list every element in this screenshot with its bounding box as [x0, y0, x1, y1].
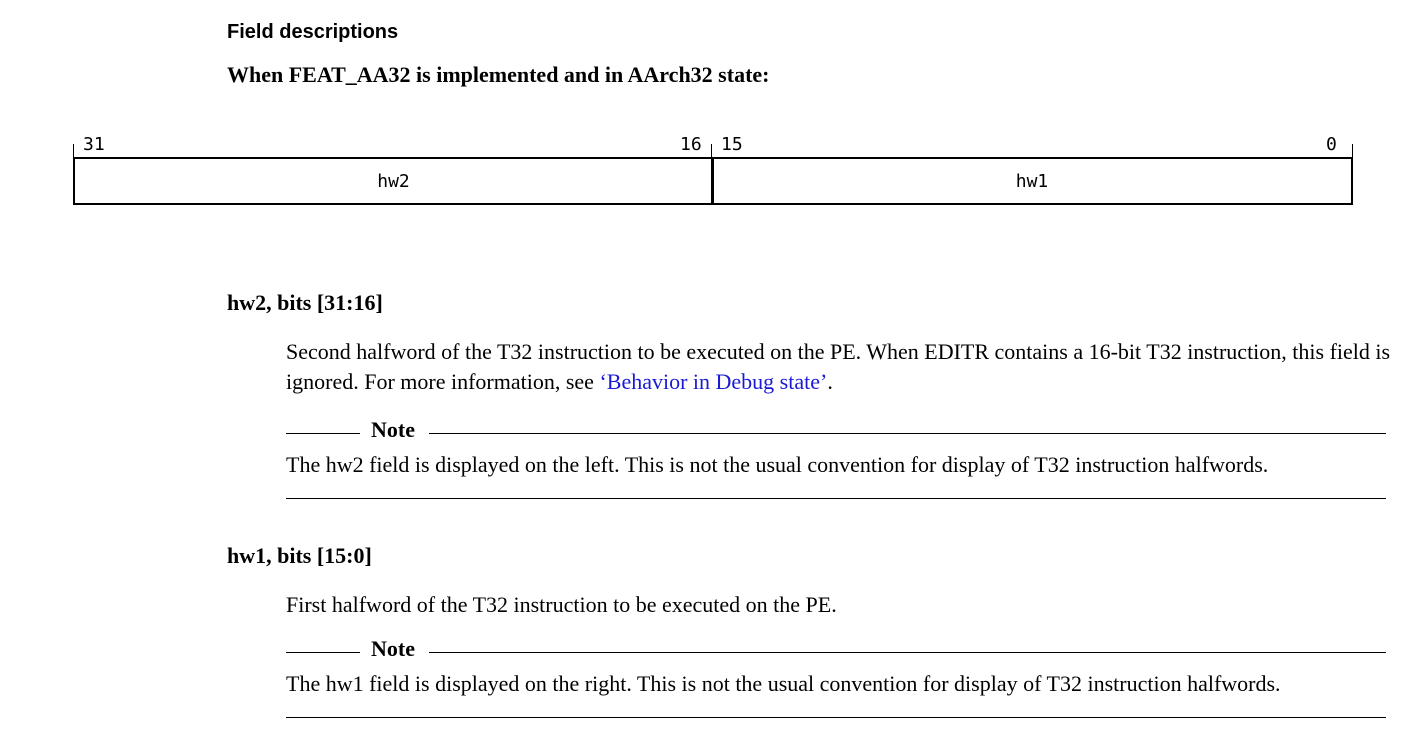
register-field-hw2: hw2	[73, 157, 714, 205]
bit-tick-boundary	[711, 144, 712, 158]
register-field-hw1: hw1	[711, 157, 1353, 205]
behavior-in-debug-state-link[interactable]: ‘Behavior in Debug state’	[599, 369, 828, 394]
note-rule-bottom	[286, 717, 1386, 718]
condition-heading: When FEAT_AA32 is implemented and in AArch32 state:	[227, 62, 770, 87]
bit-tick-31	[73, 144, 74, 158]
note-rule-bottom	[286, 498, 1386, 499]
field-description-hw2	[286, 337, 1396, 397]
field-title-hw2: hw2, bits [31:16]	[227, 290, 383, 315]
section-heading: Field descriptions	[227, 21, 399, 43]
bit-tick-0	[1352, 144, 1353, 158]
note-label: Note	[371, 417, 415, 442]
bit-label-16: 16	[680, 134, 702, 155]
description-text: Second halfword of the T32 instruction to be executed on the PE. When EDITR contains a 16-bit T32 instruction, this field is ignored. For more information, see	[286, 339, 1391, 394]
note-text-hw2: The hw2 field is displayed on the left. This is not the usual convention for display of T32 instruction halfwords.	[286, 452, 1269, 477]
bit-label-31: 31	[83, 134, 105, 155]
bit-label-0: 0	[1326, 134, 1337, 155]
note-hw1	[286, 636, 1386, 718]
note-hw2	[286, 417, 1386, 499]
bit-label-15: 15	[721, 134, 743, 155]
note-text-hw1: The hw1 field is displayed on the right. This is not the usual convention for display of T32 instruction halfwords.	[286, 671, 1281, 696]
note-rule-right	[429, 652, 1386, 653]
description-end: .	[827, 369, 833, 394]
note-rule-left	[286, 652, 360, 653]
field-title-hw1: hw1, bits [15:0]	[227, 543, 372, 568]
note-rule-left	[286, 433, 360, 434]
note-label: Note	[371, 636, 415, 661]
field-description-hw1: First halfword of the T32 instruction to be executed on the PE.	[286, 592, 837, 617]
note-rule-right	[429, 433, 1386, 434]
register-diagram	[73, 130, 1353, 210]
